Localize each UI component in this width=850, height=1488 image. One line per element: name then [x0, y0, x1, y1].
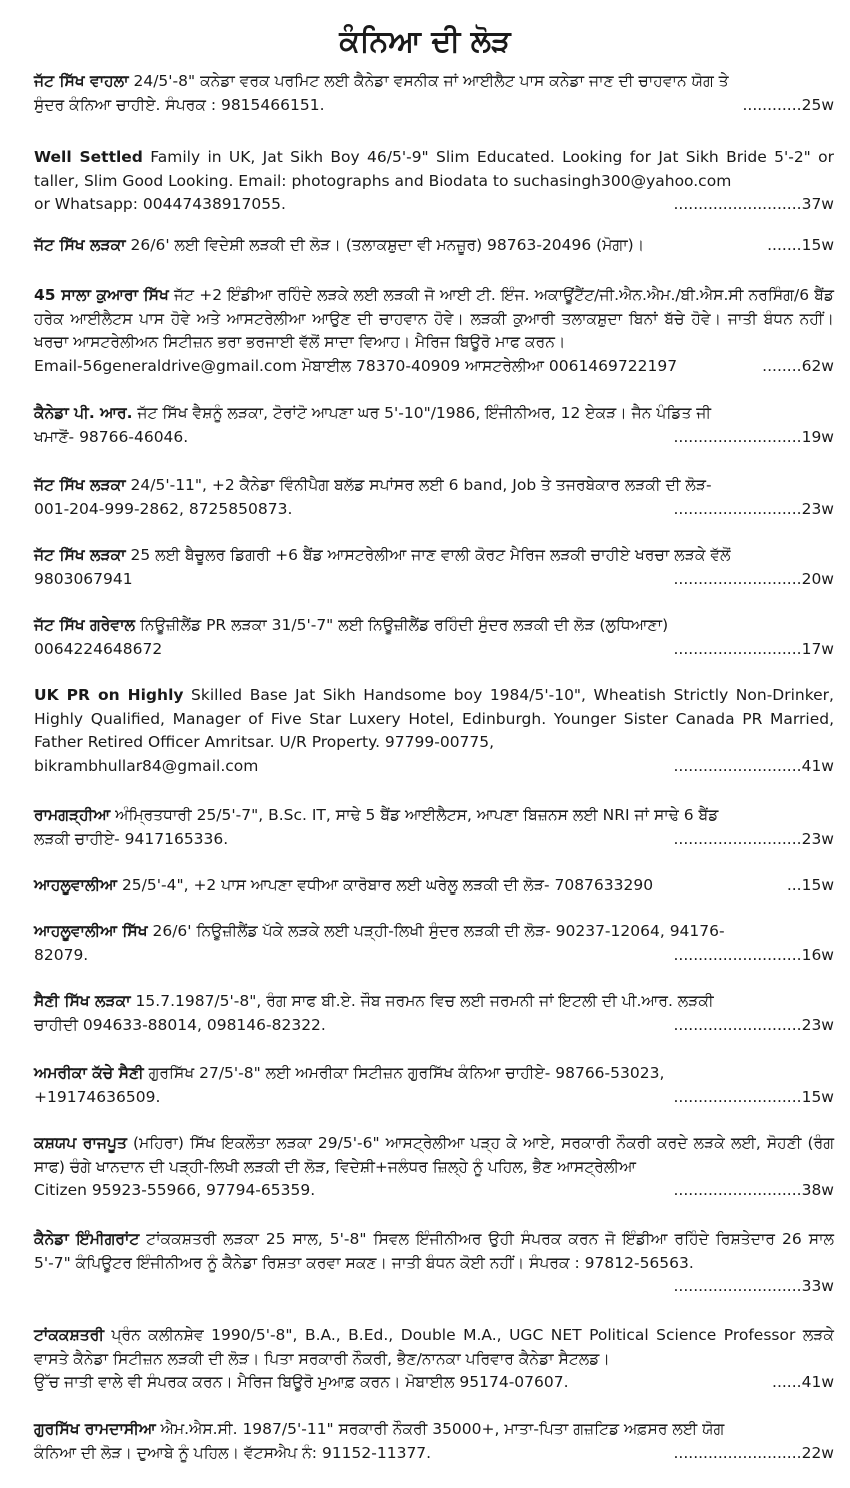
ad-body	[34, 70, 834, 94]
ad-footer	[34, 234, 834, 258]
ad-lead: ਆਹਲੂਵਾਲੀਆ	[34, 876, 118, 894]
ad-tail: bikrambhullar84@gmail.com	[34, 756, 259, 775]
ad-code: ..........................20w	[673, 569, 834, 588]
ad-text: ਗੁਰਸਿੱਖ 27/5'-8" ਲਈ ਅਮਰੀਕਾ ਸਿਟੀਜ਼ਨ ਗੁਰਸਿੱਖ ਕੰਨਿਆ ਚਾਹੀਏ- 98766-53023,	[143, 1064, 665, 1082]
ad-footer	[34, 944, 834, 968]
ad-entry	[34, 1062, 834, 1109]
ad-tail: 82079.	[34, 945, 89, 964]
ad-body	[34, 284, 834, 355]
ad-text: ਐਮ.ਐਸ.ਸੀ. 1987/5'-11" ਸਰਕਾਰੀ ਨੌਕਰੀ 35000+, ਮਾਤਾ-ਪਿਤਾ ਗਜ਼ਟਿਡ ਅਫ਼ਸਰ ਲਈ ਯੋਗ	[155, 1420, 725, 1438]
ad-entry	[34, 1418, 834, 1465]
ad-body	[34, 804, 834, 828]
ad-tail: Citizen 95923-55966, 97794-65359.	[34, 1181, 316, 1199]
ad-tail: 9803067941	[34, 569, 133, 588]
ad-footer	[34, 874, 834, 898]
ad-entry	[34, 874, 834, 898]
ad-footer	[34, 755, 834, 779]
ad-entry	[34, 920, 834, 967]
ad-entry	[34, 146, 834, 217]
ad-text: Skilled Base Jat Sikh Handsome boy 1984/5'-10", Wheatish Strictly Non-Drinker, Highly Qualified, Manager of Five Star Luxery Hotel, Edinburgh. Younger Sister Canada PR Married, Father Retired Officer Amritsar. U/R Property. 97799-00775,	[34, 686, 834, 751]
ad-body	[34, 544, 834, 568]
ad-entry	[34, 402, 834, 449]
ad-lead: ਜੱਟ ਸਿੱਖ ਲੜਕਾ	[34, 546, 126, 564]
ad-body	[34, 990, 834, 1014]
ad-lead: ਜੱਟ ਸਿੱਖ ਲੜਕਾ	[34, 476, 126, 494]
ad-tail: +19174636509.	[34, 1087, 161, 1106]
ad-entry	[34, 990, 834, 1037]
ad-text: (ਮਹਿਰਾ) ਸਿੱਖ ਇਕਲੌਤਾ ਲੜਕਾ 29/5'-6" ਆਸਟ੍ਰੇਲੀਆ ਪੜ੍ਹ ਕੇ ਆਏ, ਸਰਕਾਰੀ ਨੌਕਰੀ ਕਰਦੇ ਲੜਕੇ ਲਈ, ਸੋਹਣੀ (ਰੰਗ ਸਾਫ) ਚੰਗੇ ਖਾਨਦਾਨ ਦੀ ਪੜ੍ਹੀ-ਲਿਖੀ ਲੜਕੀ ਦੀ ਲੋੜ, ਵਿਦੇਸ਼ੀ+ਜਲੰਧਰ ਜ਼ਿਲ੍ਹੇ ਨੂੰ ਪਹਿਲ, ਭੈਣ ਆਸਟ੍ਰੇਲੀਆ	[34, 1134, 835, 1176]
ad-footer	[34, 498, 834, 522]
ad-lead: ਟਾਂਕਕਸ਼ਤਰੀ	[34, 1326, 104, 1344]
ad-code: ............25w	[742, 95, 834, 114]
ad-code: ......41w	[772, 1373, 834, 1391]
ad-tail: ਚਾਹੀਦੀ 094633-88014, 098146-82322.	[34, 1015, 326, 1034]
ad-lead: ਗੁਰਸਿੱਖ ਰਾਮਦਾਸੀਆ	[34, 1420, 156, 1438]
ad-tail: 25/5'-4", +2 ਪਾਸ ਆਪਣਾ ਵਧੀਆ ਕਾਰੋਬਾਰ ਲਈ ਘਰੇਲੂ ਲੜਕੀ ਦੀ ਲੋੜ- 7087633290	[117, 876, 654, 894]
ad-code: ..........................23w	[673, 499, 834, 518]
ad-text: ਅੰਮ੍ਰਿਤਧਾਰੀ 25/5'-7", B.Sc. IT, ਸਾਢੇ 5 ਬੈਂਡ ਆਈਲੈਟਸ, ਆਪਣਾ ਬਿਜ਼ਨਸ ਲਈ NRI ਜਾਂ ਸਾਢੇ 6 ਬੈਂਡ	[110, 806, 719, 824]
ad-body	[34, 1324, 834, 1371]
ad-body	[34, 1062, 834, 1086]
ad-footer	[34, 355, 834, 379]
ad-tail: ਲੜਕੀ ਚਾਹੀਏ- 9417165336.	[34, 829, 229, 848]
ad-tail: 0064224648672	[34, 639, 163, 658]
ad-entry	[34, 614, 834, 661]
ad-lead: ਸੈਣੀ ਸਿੱਖ ਲੜਕਾ	[34, 992, 131, 1010]
ad-body	[34, 1132, 834, 1179]
ad-entry	[34, 234, 834, 258]
ad-body	[34, 614, 834, 638]
ad-text: ਪ੍ਰੰਨ ਕਲੀਨਸ਼ੇਵ 1990/5'-8", B.A., B.Ed., Double M.A., UGC NET Political Science Professor ਲੜਕੇ ਵਾਸਤੇ ਕੈਨੇਡਾ ਸਿਟੀਜ਼ਨ ਲੜਕੀ ਦੀ ਲੋੜ। ਪਿਤਾ ਸਰਕਾਰੀ ਨੌਕਰੀ, ਭੈਣ/ਨਾਨਕਾ ਪਰਿਵਾਰ ਕੈਨੇਡਾ ਸੈਟਲਡ।	[34, 1326, 834, 1368]
ad-entry	[34, 804, 834, 851]
ad-text: ਜੱਟ +2 ਇੰਡੀਆ ਰਹਿੰਦੇ ਲੜਕੇ ਲਈ ਲੜਕੀ ਜੋ ਆਈ ਟੀ. ਇੰਜ. ਅਕਾਊਂਟੈਂਟ/ਜੀ.ਐਨ.ਐਮ./ਬੀ.ਐਸ.ਸੀ ਨਰਸਿੰਗ/6 ਬੈਂਡ ਹਰੇਕ ਆਈਲੈਟਸ ਪਾਸ ਹੋਵੇ ਅਤੇ ਆਸਟਰੇਲੀਆ ਆਉਣ ਦੀ ਚਾਹਵਾਨ ਹੋਵੇ। ਲੜਕੀ ਕੁਆਰੀ ਤਲਾਕਸ਼ੁਦਾ ਬਿਨਾਂ ਬੱਚੇ ਹੋਵੇ। ਜਾਤੀ ਬੰਧਨ ਨਹੀਂ। ਖਰਚਾ ਆਸਟਰੇਲੀਅਨ ਸਿਟੀਜ਼ਨ ਭਰਾ ਭਰਜਾਈ ਵੱਲੋਂ ਸਾਦਾ ਵਿਆਹ। ਮੈਰਿਜ ਬਿਊਰੋ ਮਾਫ ਕਰਨ।	[34, 286, 834, 351]
ad-code: ..........................22w	[673, 1443, 834, 1462]
ad-footer	[34, 1442, 834, 1466]
ad-entry	[34, 284, 834, 378]
ad-footer	[34, 1086, 834, 1110]
ad-entry	[34, 70, 834, 117]
ad-entry	[34, 544, 834, 591]
ad-entry	[34, 1324, 834, 1395]
ad-footer	[34, 1371, 834, 1395]
ad-body	[34, 684, 834, 755]
ad-code: ..........................16w	[673, 945, 834, 964]
ad-text: 24/5'-11", +2 ਕੈਨੇਡਾ ਵਿੰਨੀਪੈਗ ਬਲੱਡ ਸਪਾਂਸਰ ਲਈ 6 band, Job ਤੇ ਤਜਰਬੇਕਾਰ ਲੜਕੀ ਦੀ ਲੋੜ-	[125, 476, 712, 494]
ad-tail: or Whatsapp: 00447438917055.	[34, 195, 286, 213]
ad-code: ..........................41w	[673, 756, 834, 775]
ad-tail: 26/6' ਲਈ ਵਿਦੇਸ਼ੀ ਲੜਕੀ ਦੀ ਲੋੜ। (ਤਲਾਕਸ਼ੁਦਾ ਵੀ ਮਨਜ਼ੂਰ) 98763-20496 (ਮੋਗਾ)।	[125, 236, 645, 254]
ad-lead: ਜੱਟ ਸਿੱਖ ਗਰੇਵਾਲ	[34, 616, 136, 634]
ad-lead: UK PR on Highly	[34, 686, 184, 704]
ad-body	[34, 1418, 834, 1442]
ad-footer	[34, 638, 834, 662]
ad-code: ..........................19w	[673, 427, 834, 446]
ad-code: ..........................15w	[673, 1087, 834, 1106]
ad-body	[34, 146, 834, 193]
ad-code: ..........................23w	[673, 1015, 834, 1034]
ad-text: 25 ਲਈ ਬੈਚੂਲਰ ਡਿਗਰੀ +6 ਬੈਂਡ ਆਸਟਰੇਲੀਆ ਜਾਣ ਵਾਲੀ ਕੋਰਟ ਮੈਰਿਜ ਲੜਕੀ ਚਾਹੀਏ ਖਰਚਾ ਲੜਕੇ ਵੱਲੋਂ	[125, 546, 731, 564]
page-title: ਕੰਨਿਆ ਦੀ ਲੋੜ	[339, 24, 511, 59]
ad-body	[34, 402, 834, 426]
ad-lead: ਅਮਰੀਕਾ ਕੱਚੇ ਸੈਣੀ	[34, 1064, 144, 1082]
ad-tail: 001-204-999-2862, 8725850873.	[34, 499, 293, 518]
ad-lead: ਆਹਲੂਵਾਲੀਆ ਸਿੱਖ	[34, 922, 148, 940]
ad-footer	[34, 828, 834, 852]
ad-text: 15.7.1987/5'-8", ਰੰਗ ਸਾਫ ਬੀ.ਏ. ਜੌਬ ਜਰਮਨ ਵਿਚ ਲਈ ਜਰਮਨੀ ਜਾਂ ਇਟਲੀ ਦੀ ਪੀ.ਆਰ. ਲੜਕੀ	[130, 992, 714, 1010]
ad-tail: ਕੰਨਿਆ ਦੀ ਲੋੜ। ਦੁਆਬੇ ਨੂੰ ਪਹਿਲ। ਵੱਟਸਐਪ ਨੰ: 91152-11377.	[34, 1443, 432, 1462]
ad-tail: ਖਮਾਣੋਂ- 98766-46046.	[34, 427, 189, 446]
ad-entry	[34, 1132, 834, 1203]
ad-code: ........62w	[762, 356, 834, 375]
ad-code: ..........................33w	[673, 1277, 834, 1295]
ad-lead: ਕਸ਼ਯਪ ਰਾਜਪੂਤ	[34, 1134, 127, 1152]
ad-code: ..........................37w	[673, 195, 834, 213]
ad-footer	[34, 1275, 834, 1299]
ad-lead: Well Settled	[34, 148, 143, 166]
ad-code: ..........................23w	[673, 829, 834, 848]
ad-text: ਜੱਟ ਸਿੱਖ ਵੈਸ਼ਨੂੰ ਲੜਕਾ, ਟੋਰਾਂਟੋ ਆਪਣਾ ਘਰ 5'-10"/1986, ਇੰਜੀਨੀਅਰ, 12 ਏਕੜ। ਜੈਨ ਪੰਡਿਤ ਜੀ	[132, 404, 712, 422]
ad-body	[34, 1228, 834, 1275]
ad-lead: ਕੈਨੇਡਾ ਇੰਮੀਗਰਾਂਟ	[34, 1230, 140, 1248]
ad-entry	[34, 684, 834, 778]
ad-lead: 45 ਸਾਲਾ ਕੁਆਰਾ ਸਿੱਖ	[34, 286, 169, 304]
ad-text: ਨਿਊਜ਼ੀਲੈਂਡ PR ਲੜਕਾ 31/5'-7" ਲਈ ਨਿਊਜ਼ੀਲੈਂਡ ਰਹਿੰਦੀ ਸੁੰਦਰ ਲੜਕੀ ਦੀ ਲੋੜ (ਲੁਧਿਆਣਾ)	[135, 616, 669, 634]
ad-lead: ਰਾਮਗੜ੍ਹੀਆ	[34, 806, 111, 824]
ad-body	[34, 920, 834, 944]
ad-code: ..........................17w	[673, 639, 834, 658]
ad-lead: ਜੱਟ ਸਿੱਖ ਵਾਹਲਾ	[34, 72, 129, 90]
ad-code: .......15w	[767, 236, 834, 254]
ad-code: ...15w	[786, 876, 834, 894]
ad-tail: Email-56generaldrive@gmail.com ਮੋਬਾਈਲ 78370-40909 ਆਸਟਰੇਲੀਆ 0061469722197	[34, 356, 678, 375]
ad-lead: ਕੈਨੇਡਾ ਪੀ. ਆਰ.	[34, 404, 133, 422]
ad-tail: ਉੱਚ ਜਾਤੀ ਵਾਲੇ ਵੀ ਸੰਪਰਕ ਕਰਨ। ਮੈਰਿਜ ਬਿਊਰੋ ਮੁਆਫ਼ ਕਰਨ। ਮੋਬਾਈਲ 95174-07607.	[34, 1373, 569, 1391]
ad-text: Family in UK, Jat Sikh Boy 46/5'-9" Slim Educated. Looking for Jat Sikh Bride 5'-2" or taller, Slim Good Looking. Email: photographs and Biodata to suchasingh300@yahoo.com	[34, 148, 834, 190]
ad-code: ..........................38w	[673, 1181, 834, 1199]
ad-footer	[34, 94, 834, 118]
ad-text: 24/5'-8" ਕਨੇਡਾ ਵਰਕ ਪਰਮਿਟ ਲਈ ਕੈਨੇਡਾ ਵਸਨੀਕ ਜਾਂ ਆਈਲੈਟ ਪਾਸ ਕਨੇਡਾ ਜਾਣ ਦੀ ਚਾਹਵਾਨ ਯੋਗ ਤੇ	[128, 72, 729, 90]
ad-footer	[34, 1179, 834, 1203]
ad-entry	[34, 474, 834, 521]
ad-footer	[34, 426, 834, 450]
ad-text: ਟਾਂਕਕਸ਼ਤਰੀ ਲੜਕਾ 25 ਸਾਲ, 5'-8" ਸਿਵਲ ਇੰਜੀਨੀਅਰ ਉਹੀ ਸੰਪਰਕ ਕਰਨ ਜੋ ਇੰਡੀਆ ਰਹਿੰਦੇ ਰਿਸ਼ਤੇਦਾਰ 26 ਸਾਲ 5'-7" ਕੰਪਿਊਟਰ ਇੰਜੀਨੀਅਰ ਨੂੰ ਕੈਨੇਡਾ ਰਿਸ਼ਤਾ ਕਰਵਾ ਸਕਣ। ਜਾਤੀ ਬੰਧਨ ਕੋਈ ਨਹੀਂ। ਸੰਪਰਕ : 97812-56563.	[34, 1230, 834, 1272]
ad-tail: ਸੁੰਦਰ ਕੰਨਿਆ ਚਾਹੀਏ. ਸੰਪਰਕ : 9815466151.	[34, 95, 325, 114]
ad-footer	[34, 193, 834, 217]
ad-footer	[34, 568, 834, 592]
ad-entry	[34, 1228, 834, 1299]
ad-lead: ਜੱਟ ਸਿੱਖ ਲੜਕਾ	[34, 236, 126, 254]
ad-footer	[34, 1014, 834, 1038]
ad-body	[34, 474, 834, 498]
ad-text: 26/6' ਨਿਊਜ਼ੀਲੈਂਡ ਪੱਕੇ ਲੜਕੇ ਲਈ ਪੜ੍ਹੀ-ਲਿਖੀ ਸੁੰਦਰ ਲੜਕੀ ਦੀ ਲੋੜ- 90237-12064, 94176-	[147, 922, 725, 940]
